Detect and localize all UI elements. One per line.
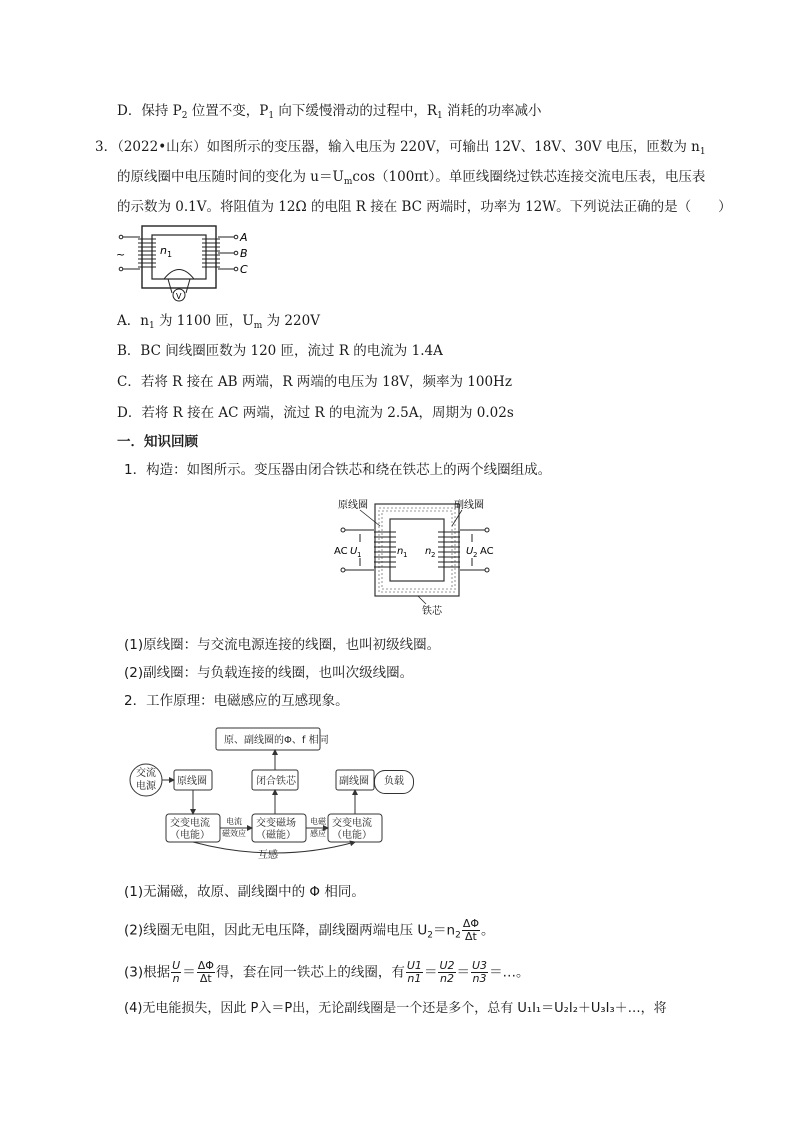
svg-text:V: V <box>176 292 182 301</box>
svg-text:电磁: 电磁 <box>310 817 326 826</box>
note-3: (3)根据 $\frac{U}{n}$ ＝ $\frac{\Delta\Phi}{\Delta t}$ 得，套在同一铁芯上的线圈，有 $\frac{U1}{n1}$ ＝ $\frac{U2}{n2}$ ＝ $\frac{U3}{n3}$ ＝…。 <box>124 959 530 985</box>
primary-label: 原线圈 <box>338 500 368 511</box>
svg-text:原线圈: 原线圈 <box>177 776 207 787</box>
section-heading: 一．知识回顾 <box>117 434 198 450</box>
svg-text:1: 1 <box>357 551 362 559</box>
note-2: (2)线圈无电阻，因此无电压降，副线圈两端电压 $U_2=n_2$ $\frac{\Delta\Phi}{\Delta t}$ 。 <box>124 917 495 943</box>
svg-text:副线圈: 副线圈 <box>339 776 369 787</box>
sub-1: (1)原线圈：与交流电源连接的线圈，也叫初级线圈。 <box>124 637 441 653</box>
working-principle-diagram <box>128 724 388 862</box>
svg-text:（磁能）: （磁能） <box>256 830 296 841</box>
flow-load: 负载 <box>374 770 414 794</box>
svg-text:交变电流: 交变电流 <box>170 818 210 829</box>
svg-text:磁效应: 磁效应 <box>222 829 246 838</box>
core-label: 铁芯 <box>422 606 442 617</box>
option-a: A．$n_1$ 为 1100 匝，$U_m$ 为 220V <box>117 313 320 331</box>
svg-text:n: n <box>397 546 404 557</box>
question-3-line3: 的示数为 0.1V。将阻值为 12Ω 的电阻 R 接在 BC 两端时，功率为 12W。下列说法正确的是（ ） <box>117 199 732 215</box>
svg-text:电流: 电流 <box>226 817 242 826</box>
option-b: B．BC 间线圈匝数为 120 匝，流过 R 的电流为 1.4A <box>117 343 443 359</box>
svg-text:交流: 交流 <box>136 768 156 779</box>
item-1: 1．构造：如图所示。变压器由闭合铁芯和绕在铁芯上的两个线圈组成。 <box>124 462 552 478</box>
item-2: 2．工作原理：电磁感应的互感现象。 <box>124 693 349 709</box>
secondary-coil <box>202 239 220 267</box>
svg-text:2: 2 <box>431 551 436 559</box>
svg-text:互感: 互感 <box>258 850 278 861</box>
n1-label: n <box>160 244 167 257</box>
terminal-b: B <box>240 247 248 260</box>
question-3-line2: 的原线圈中电压随时间的变化为 $u=U_m\cos(100\pi t)$。单匝线圈绕过铁芯连接交流电压表，电压表 <box>117 169 706 187</box>
svg-text:AC: AC <box>480 546 494 557</box>
note-1: (1)无漏磁，故原、副线圈中的 Φ 相同。 <box>124 884 365 900</box>
ac-symbol: ~ <box>116 248 126 261</box>
svg-text:（电能）: （电能） <box>170 830 210 841</box>
svg-text:电源: 电源 <box>136 781 156 792</box>
svg-text:2: 2 <box>473 551 478 559</box>
svg-text:（电能）: （电能） <box>332 830 372 841</box>
terminal-c: C <box>240 263 248 276</box>
option-d: D．若将 R 接在 AC 两端，流过 R 的电流为 2.5A，周期为 0.02s <box>117 405 514 421</box>
svg-text:交变磁场: 交变磁场 <box>256 818 296 829</box>
svg-text:AC: AC <box>334 546 348 557</box>
svg-text:1: 1 <box>167 250 173 259</box>
svg-text:U: U <box>350 546 358 557</box>
primary-coil <box>138 239 156 267</box>
svg-text:1: 1 <box>403 551 408 559</box>
transformer-figure <box>112 222 252 304</box>
core-inner <box>152 235 206 279</box>
option-d-previous: D．保持 $P_2$ 位置不变，$P_1$ 向下缓慢滑动的过程中，$R_1$ 消耗的功率减小 <box>117 103 542 121</box>
svg-text:n: n <box>425 546 432 557</box>
question-3-line1: 3．（2022•山东）如图所示的变压器，输入电压为 220V，可输出 12V、18V、30V 电压，匝数为 $n_1$ <box>95 139 706 157</box>
flow-top: 原、副线圈的Φ、f 相同 <box>224 735 329 746</box>
transformer-structure-figure <box>330 492 500 618</box>
svg-text:闭合铁芯: 闭合铁芯 <box>256 776 296 787</box>
secondary-label: 副线圈 <box>454 500 484 511</box>
terminal-a: A <box>240 231 248 244</box>
svg-text:感应: 感应 <box>310 829 326 838</box>
svg-text:U: U <box>466 546 474 557</box>
svg-text:交变电流: 交变电流 <box>332 818 372 829</box>
note-4: (4)无电能损失，因此 P入＝P出，无论副线圈是一个还是多个，总有 U₁I₁＝U₂I₂＋U₃I₃＋…，将 <box>124 1001 667 1016</box>
sub-2: (2)副线圈：与负载连接的线圈，也叫次级线圈。 <box>124 665 414 681</box>
option-c: C．若将 R 接在 AB 两端，R 两端的电压为 18V，频率为 100Hz <box>117 374 512 390</box>
